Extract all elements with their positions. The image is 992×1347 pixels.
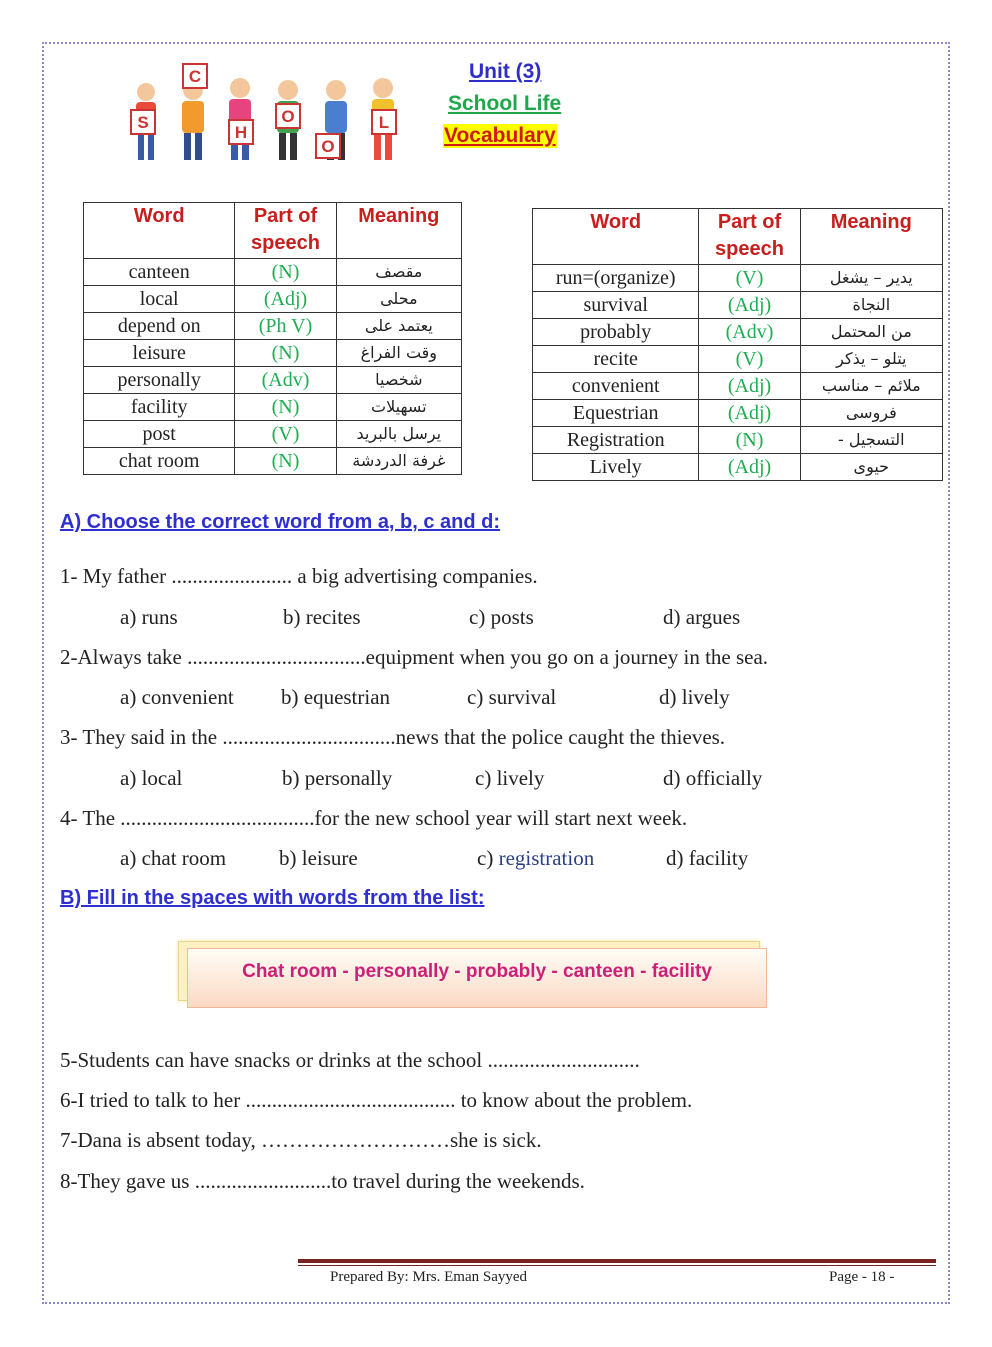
pos-cell: (N) — [235, 448, 336, 475]
word-list-box: Chat room - personally - probably - canteen - facility — [187, 948, 767, 1008]
pos-cell: (Adv) — [699, 319, 800, 346]
option-a: a) chat room — [120, 846, 227, 870]
word-cell: post — [84, 421, 235, 448]
table-row — [84, 448, 462, 475]
word-cell: Equestrian — [533, 400, 699, 427]
table-row — [533, 319, 943, 346]
pos-cell: (Adv) — [235, 367, 336, 394]
logo-letter: O — [321, 137, 335, 156]
table-row — [533, 427, 943, 454]
option-b: b) personally — [282, 766, 393, 790]
table-row — [84, 367, 462, 394]
options-row — [0, 605, 992, 631]
option-c: c) posts — [469, 605, 534, 629]
question-3: 3- They said in the .................................news that the police caught the thieves. — [60, 725, 726, 749]
options-row — [0, 846, 992, 872]
letter-card — [131, 64, 396, 158]
pos-cell: (N) — [235, 259, 336, 286]
meaning-cell: مقصف — [336, 259, 461, 286]
meaning-cell: يرسل بالبريد — [336, 421, 461, 448]
question-5: 5-Students can have snacks or drinks at the school ............................. — [60, 1048, 640, 1072]
logo-letter: L — [378, 113, 390, 132]
pos-cell: (Ph V) — [235, 313, 336, 340]
logo-letter: O — [281, 107, 295, 126]
school-kids-logo — [128, 62, 408, 164]
section-b-heading: B) Fill in the spaces with words from the list: — [60, 887, 485, 909]
header-part-of-speech: Part of speech — [699, 209, 800, 265]
meaning-cell: حيوى — [800, 454, 942, 481]
meaning-cell: وقت الفراغ — [336, 340, 461, 367]
pos-cell: (V) — [699, 346, 800, 373]
footer-rule — [298, 1259, 936, 1263]
table-row — [533, 292, 943, 319]
meaning-cell: من المحتمل — [800, 319, 942, 346]
word-cell: canteen — [84, 259, 235, 286]
question-2: 2-Always take ..................................equipment when you go on a journey in the sea. — [60, 645, 769, 669]
table-row — [84, 421, 462, 448]
option-c: c) survival — [467, 685, 557, 709]
table-row — [533, 373, 943, 400]
word-cell: probably — [533, 319, 699, 346]
kid-figure — [136, 78, 394, 160]
section-a-heading: A) Choose the correct word from a, b, c and d: — [60, 511, 501, 533]
pos-cell: (V) — [235, 421, 336, 448]
lesson-title: School Life — [448, 92, 562, 115]
meaning-cell: غرفة الدردشة — [336, 448, 461, 475]
options-row — [0, 685, 992, 711]
meaning-cell: يعتمد على — [336, 313, 461, 340]
table-row — [533, 454, 943, 481]
table-row — [84, 259, 462, 286]
option-b: b) leisure — [279, 846, 358, 870]
question-7: 7-Dana is absent today, ………………………she is sick. — [60, 1128, 542, 1152]
table-row — [84, 340, 462, 367]
option-a: a) convenient — [120, 685, 234, 709]
pos-cell: (Adj) — [699, 292, 800, 319]
meaning-cell: فروسى — [800, 400, 942, 427]
pos-cell: (Adj) — [235, 286, 336, 313]
option-a: a) runs — [120, 605, 178, 629]
pos-cell: (N) — [235, 394, 336, 421]
prepared-by: Prepared By: Mrs. Eman Sayyed — [330, 1269, 528, 1285]
option-c-word: registration — [498, 846, 595, 870]
word-cell: run=(organize) — [533, 265, 699, 292]
option-a: a) local — [120, 766, 183, 790]
option-d: d) lively — [659, 685, 730, 709]
meaning-cell: النجاة — [800, 292, 942, 319]
question-1: 1- My father ....................... a big advertising companies. — [60, 564, 538, 588]
word-cell: convenient — [533, 373, 699, 400]
option-d: d) officially — [663, 766, 763, 790]
header-meaning: Meaning — [800, 209, 942, 265]
vocab-table-left — [83, 202, 462, 475]
meaning-cell: التسجيل - — [800, 427, 942, 454]
word-cell: depend on — [84, 313, 235, 340]
footer-rule-thin — [298, 1265, 936, 1266]
pos-cell: (V) — [699, 265, 800, 292]
pos-cell: (N) — [699, 427, 800, 454]
meaning-cell: ملائم – مناسب — [800, 373, 942, 400]
meaning-cell: تسهيلات — [336, 394, 461, 421]
vocab-table-right — [532, 208, 943, 481]
pos-cell: (N) — [235, 340, 336, 367]
word-cell: personally — [84, 367, 235, 394]
header-part-of-speech: Part of speech — [235, 203, 336, 259]
option-d: d) argues — [663, 605, 741, 629]
table-row — [533, 346, 943, 373]
table-row — [84, 286, 462, 313]
logo-letter: C — [188, 67, 202, 86]
option-d: d) facility — [666, 846, 749, 870]
page-number: Page - 18 - — [829, 1269, 895, 1285]
meaning-cell: يتلو – يذكر — [800, 346, 942, 373]
option-b: b) equestrian — [281, 685, 391, 709]
table-row — [533, 400, 943, 427]
option-c: c) lively — [475, 766, 545, 790]
header-word: Word — [84, 203, 235, 259]
word-cell: Registration — [533, 427, 699, 454]
question-4: 4- The .....................................for the new school year will start next week. — [60, 806, 688, 830]
pos-cell: (Adj) — [699, 373, 800, 400]
logo-letter: S — [137, 113, 149, 132]
options-row — [0, 766, 992, 792]
word-cell: local — [84, 286, 235, 313]
word-cell: Lively — [533, 454, 699, 481]
table-row — [84, 394, 462, 421]
meaning-cell: محلى — [336, 286, 461, 313]
pos-cell: (Adj) — [699, 400, 800, 427]
word-cell: leisure — [84, 340, 235, 367]
word-cell: chat room — [84, 448, 235, 475]
meaning-cell: يدير – يشغل — [800, 265, 942, 292]
word-cell: survival — [533, 292, 699, 319]
word-cell: facility — [84, 394, 235, 421]
header-word: Word — [533, 209, 699, 265]
header-meaning: Meaning — [336, 203, 461, 259]
option-c: c) registration — [477, 846, 595, 870]
pos-cell: (Adj) — [699, 454, 800, 481]
word-cell: recite — [533, 346, 699, 373]
question-8: 8-They gave us ..........................to travel during the weekends. — [60, 1169, 585, 1193]
meaning-cell: شخصيا — [336, 367, 461, 394]
table-row — [84, 313, 462, 340]
table-header-row — [533, 209, 943, 265]
option-b: b) recites — [283, 605, 361, 629]
question-6: 6-I tried to talk to her ........................................ to know about the problem. — [60, 1088, 693, 1112]
logo-letter: H — [234, 123, 248, 142]
table-row — [533, 265, 943, 292]
unit-title: Unit (3) — [469, 60, 542, 83]
vocabulary-heading: Vocabulary — [444, 124, 556, 147]
table-header-row — [84, 203, 462, 259]
